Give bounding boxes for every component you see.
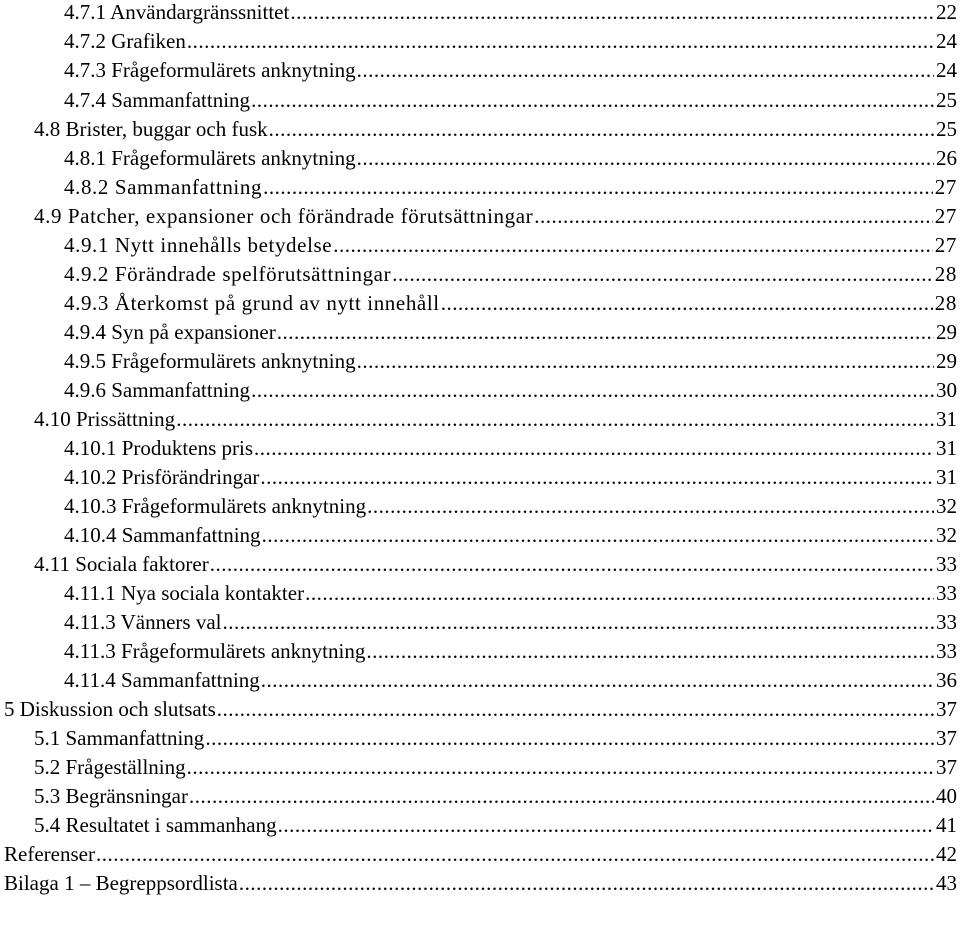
dot-leader: [260, 463, 934, 492]
toc-entry-4-9-1[interactable]: [64, 231, 957, 260]
toc-entry-title: 4.7.3 Frågeformulärets anknytning: [64, 58, 356, 82]
toc-entry-page: 43: [936, 871, 957, 895]
toc-entry-title: 4.9.4 Syn på expansioner: [64, 320, 276, 344]
toc-entry-page: 31: [936, 465, 957, 489]
toc-entry-4-11-2[interactable]: [64, 608, 957, 637]
toc-entry-title: 4.11.3 Vänners val: [64, 610, 222, 634]
toc-entry-4-9-5[interactable]: [64, 347, 957, 376]
toc-entry-page: 33: [936, 610, 957, 634]
toc-entry-title: 4.10 Prissättning: [34, 407, 176, 431]
toc-entry-page: 32: [936, 494, 957, 518]
dot-leader: [217, 695, 934, 724]
toc-entry-page: 29: [936, 320, 957, 344]
toc-entry-4-9-4[interactable]: [64, 318, 957, 347]
dot-leader: [262, 521, 934, 550]
dot-leader: [277, 318, 934, 347]
toc-entry-page: 30: [936, 378, 957, 402]
dot-leader: [278, 811, 934, 840]
dot-leader: [534, 202, 933, 231]
toc-entry-title: 5.2 Frågeställning: [34, 755, 186, 779]
toc-entry-4-8-2[interactable]: [64, 173, 957, 202]
toc-entry-page: 42: [936, 842, 957, 866]
toc-entry-page: 37: [936, 755, 957, 779]
dot-leader: [254, 434, 934, 463]
dot-leader: [333, 231, 933, 260]
dot-leader: [239, 869, 934, 898]
toc-entry-4-10-3[interactable]: [64, 492, 957, 521]
toc-entry-4-7-4[interactable]: [64, 86, 957, 115]
toc-entry-page: 32: [936, 523, 957, 547]
toc-entry-4-8-1[interactable]: [64, 144, 957, 173]
toc-entry-page: 37: [936, 726, 957, 750]
toc-entry-page: 28: [934, 291, 957, 315]
toc-entry-title: 4.9.6 Sammanfattning: [64, 378, 251, 402]
toc-entry-title: 4.11.4 Sammanfattning: [64, 668, 260, 692]
toc-entry-title: Bilaga 1 – Begreppsordlista: [4, 871, 238, 895]
toc-entry-4-10-4[interactable]: [64, 521, 957, 550]
toc-entry-5-1[interactable]: [34, 724, 957, 753]
toc-entry-page: 33: [936, 639, 957, 663]
dot-leader: [269, 115, 934, 144]
toc-entry-4-9-6[interactable]: [64, 376, 957, 405]
toc-entry-title: 5.3 Begränsningar: [34, 784, 188, 808]
toc-entry-page: 24: [936, 29, 957, 53]
toc-entry-4-10[interactable]: [34, 405, 957, 434]
toc-entry-page: 28: [934, 262, 957, 286]
toc-entry-4-7-3[interactable]: [64, 56, 957, 85]
toc-entry-page: 22: [936, 0, 957, 24]
toc-entry-title: 4.10.4 Sammanfattning: [64, 523, 261, 547]
toc-entry-title: 4.11.1 Nya sociala kontakter: [64, 581, 305, 605]
dot-leader: [210, 550, 934, 579]
toc-entry-title: 4.9.5 Frågeformulärets anknytning: [64, 349, 356, 373]
dot-leader: [392, 260, 933, 289]
dot-leader: [357, 144, 934, 173]
dot-leader: [367, 492, 934, 521]
toc-entry-title: 4.11.3 Frågeformulärets anknytning: [64, 639, 366, 663]
dot-leader: [441, 289, 933, 318]
dot-leader: [96, 840, 934, 869]
toc-entry-title: 5.4 Resultatet i sammanhang: [34, 813, 277, 837]
toc-entry-page: 31: [936, 407, 957, 431]
toc-entry-title: Referenser: [4, 842, 95, 866]
toc-entry-referenser[interactable]: [4, 840, 957, 869]
toc-entry-5[interactable]: [4, 695, 957, 724]
toc-entry-4-10-1[interactable]: [64, 434, 957, 463]
toc-entry-title: 4.7.1 Användargränssnittet: [64, 0, 290, 24]
toc-entry-page: 24: [936, 58, 957, 82]
toc-entry-4-11-3[interactable]: [64, 637, 957, 666]
toc-entry-title: 4.8.1 Frågeformulärets anknytning: [64, 146, 356, 170]
dot-leader: [222, 608, 934, 637]
toc-entry-page: 25: [936, 117, 957, 141]
dot-leader: [305, 579, 934, 608]
toc-entry-4-11-4[interactable]: [64, 666, 957, 695]
toc-entry-4-7-1[interactable]: [64, 0, 957, 27]
toc-entry-title: 4.7.2 Grafiken: [64, 29, 186, 53]
toc-entry-title: 4.9 Patcher, expansioner och förändrade förutsättningar: [34, 204, 534, 228]
toc-entry-page: 29: [936, 349, 957, 373]
toc-entry-title: 4.10.3 Frågeformulärets anknytning: [64, 494, 367, 518]
dot-leader: [357, 56, 934, 85]
toc-entry-title: 4.9.3 Återkomst på grund av nytt innehåll: [64, 291, 440, 315]
dot-leader: [187, 27, 934, 56]
toc-entry-page: 27: [934, 204, 957, 228]
toc-entry-title: 4.7.4 Sammanfattning: [64, 88, 251, 112]
toc-entry-5-2[interactable]: [34, 753, 957, 782]
toc-entry-page: 41: [936, 813, 957, 837]
dot-leader: [176, 405, 934, 434]
toc-entry-4-8[interactable]: [34, 115, 957, 144]
dot-leader: [290, 0, 934, 27]
dot-leader: [187, 753, 934, 782]
toc-entry-page: 31: [936, 436, 957, 460]
toc-entry-4-11-1[interactable]: [64, 579, 957, 608]
toc-entry-page: 27: [934, 175, 957, 199]
toc-entry-4-7-2[interactable]: [64, 27, 957, 56]
dot-leader: [189, 782, 934, 811]
toc-entry-title: 4.8.2 Sammanfattning: [64, 175, 263, 199]
toc-entry-page: 33: [936, 581, 957, 605]
toc-entry-title: 5.1 Sammanfattning: [34, 726, 205, 750]
toc-entry-page: 33: [936, 552, 957, 576]
toc-entry-page: 26: [936, 146, 957, 170]
toc-entry-title: 4.10.1 Produktens pris: [64, 436, 253, 460]
toc-entry-4-11[interactable]: [34, 550, 957, 579]
toc-entry-title: 4.9.1 Nytt innehålls betydelse: [64, 233, 333, 257]
toc-entry-4-9-3[interactable]: [64, 289, 957, 318]
toc-entry-4-9[interactable]: [34, 202, 957, 231]
dot-leader: [263, 173, 933, 202]
toc-entry-title: 4.11 Sociala faktorer: [34, 552, 209, 576]
toc-entry-title: 5 Diskussion och slutsats: [4, 697, 216, 721]
toc-entry-page: 27: [934, 233, 957, 257]
toc-entry-title: 4.9.2 Förändrade spelförutsättningar: [64, 262, 392, 286]
dot-leader: [205, 724, 934, 753]
toc-entry-4-9-2[interactable]: [64, 260, 957, 289]
toc-entry-page: 40: [936, 784, 957, 808]
toc-entry-5-3[interactable]: [34, 782, 957, 811]
dot-leader: [251, 86, 934, 115]
dot-leader: [251, 376, 934, 405]
toc-entry-page: 25: [936, 88, 957, 112]
toc-entry-page: 36: [936, 668, 957, 692]
toc-entry-title: 4.10.2 Prisförändringar: [64, 465, 260, 489]
toc-entry-5-4[interactable]: [34, 811, 957, 840]
toc-entry-4-10-2[interactable]: [64, 463, 957, 492]
toc-entry-page: 37: [936, 697, 957, 721]
dot-leader: [357, 347, 934, 376]
dot-leader: [261, 666, 934, 695]
toc-entry-bilaga-1[interactable]: [4, 869, 957, 898]
toc-entry-title: 4.8 Brister, buggar och fusk: [34, 117, 268, 141]
dot-leader: [366, 637, 934, 666]
